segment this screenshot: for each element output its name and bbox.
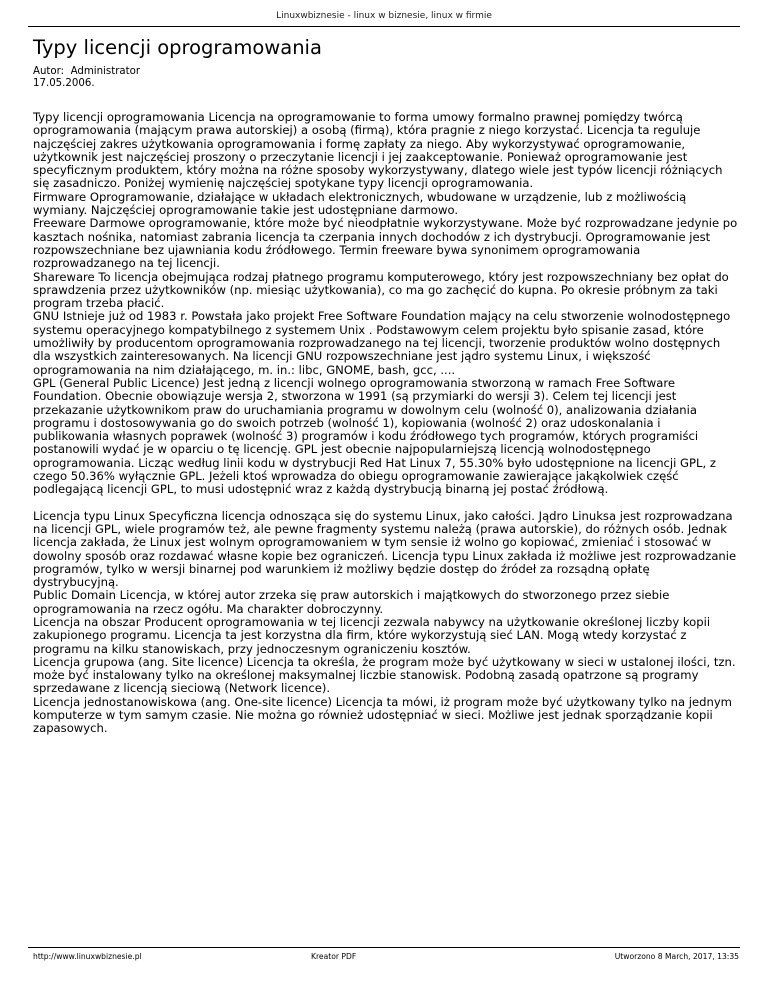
author-line [33,66,140,78]
footer-url: http://www.linuxwbiznesie.pl [33,952,142,961]
one-site-licence-paragraph: Licencja jednostanowiskowa (ang. One-site licence) Licencja ta mówi, iż program może być użytkowany tylko na jednym komputerze w tym samym czasie. Nie można go również udostępniać w sieci. Możliwe jest jednak sporządzanie kopii zapasowych. [33,694,732,736]
gpl-paragraph: GPL (General Public Licence) Jest jedną z licencji wolnego oprogramowania stworzoną w ramach Free Software Foundation. Obecnie obowiązuje wersja 2, stworzona w 1991 (są przymiarki do wersji 3). Celem tej licencji jest przekazanie użytkownikom praw do uruchamiania programu w dowolnym celu (wolność 0), analizowania działania programu i dostosowywania go do swoich potrzeb (wolność 1), kopiowania (wolność 2) oraz udoskonalania i publikowania własnych poprawek (wolność 3) programów i kodu źródłowego tych programów, których programiści postanowili wydać je w oparciu o tę licencję. GPL jest obecnie najpopularniejszą licencją wolnodostępnego oprogramowania. Licząc według linii kodu w dystrybucji Red Hat Linux 7, 55.30% było udostępnione na licencji GPL, z czego 50.36% wyłącznie GPL. Jeżeli ktoś wprowadza do obiegu oprogramowanie zawierające jakąkolwiek część podlegającą licencji GPL, to musi udostępnić wraz z każdą dystrybucją binarną jej postać źródłową. [33,375,716,497]
article-date: 17.05.2006. [33,78,95,89]
paragraph-gap [33,497,739,510]
intro-paragraph: Typy licencji oprogramowania Licencja na oprogramowanie to forma umowy formalno prawnej pomiędzy twórcą oprogramowania (mającym prawa autorskiej) a osobą (firmą), która pragnie z niego korzystać. Licencja ta reguluje najczęściej zakres użytkowania oprogramowania i formę zapłaty za niego. Aby wykorzystywać oprogramowanie, użytkownik jest najczęściej proszony o przeczytanie licencji i jej zaakceptowanie. Ponieważ oprogramowanie jest specyficznym produktem, który można na różne sposoby wykorzystywany, dlatego wiele jest typów licencji różniących się zasadniczo. Poniżej wymienię najczęściej spotykane typy licencji oprogramowania. [33,110,723,191]
site-licence-paragraph: Licencja grupowa (ang. Site licence) Licencja ta określa, że program może być użytkowany w sieci w ustalonej ilości, tzn. może być instalowany tylko na określonej maksymalnej liczbie stanowisk. Podobną zasadą opatrzone są programy sprzedawane z licencją sieciową (Network licence). [33,654,736,696]
gnu-paragraph: GNU Istnieje już od 1983 r. Powstała jako projekt Free Software Foundation mający na celu stworzenie wolnodostępnego systemu operacyjnego kompatybilnego z systemem Unix . Podstawowym celem projektu było spisanie zasad, które umożliwiły by producentom oprogramowania rozprowadzanego na tej licencji, tworzenie produktów wolno dostępnych dla wszystkich zainteresowanych. Na licencji GNU rozpowszechniane jest jądro systemu Linux, i większość oprogramowania na nim działającego, m. in.: libc, GNOME, bash, gcc, .... [33,309,731,377]
footer-created-date: Utworzono 8 March, 2017, 13:35 [614,952,739,961]
freeware-paragraph: Freeware Darmowe oprogramowanie, które może być nieodpłatnie wykorzystywane. Może być rozprowadzane jedynie po kasztach nośnika, natomiast zabrania licencja ta czerpania innych dochodów z ich dystrybucji. Oprogramowanie jest rozpowszechniane bez ujawniania kodu źródłowego. Termin freeware bywa synonimem oprogramowania rozprowadzanego na tej licencji. [33,216,738,271]
site-header: Linuxwbiznesie - linux w biznesie, linux w firmie [276,11,492,21]
author-name: Administrator [70,66,141,77]
public-domain-paragraph: Public Domain Licencja, w której autor zrzeka się praw autorskich i majątkowych do stworzonego przez siebie oprogramowania na rzecz ogółu. Ma charakter dobroczynny. [33,588,670,616]
author-label: Autor: [33,66,65,77]
shareware-paragraph: Shareware To licencja obejmująca rodzaj płatnego programu komputerowego, który jest rozpowszechniany bez opłat do sprawdzenia przez użytkowników (np. miesiąc użytkowania), co ma go zachęcić do kupna. Po okresie próbnym za taki program trzeba płacić. [33,269,729,311]
linux-licence-paragraph: Licencja typu Linux Specyficzna licencja odnosząca się do systemu Linux, jako całości. Jądro Linuksa jest rozprowadzana na licencji GPL, wiele programów też, ale pewne fragmenty systemu należą (prawa autorskie), do różnych osób. Jednak licencja zakłada, że Linux jest wolnym oprogramowaniem w tym sensie iż wolno go kopiować, zmieniać i stosować w dowolny sposób oraz rozdawać własne kopie bez ograniczeń. Licencja typu Linux zakłada iż możliwe jest rozprowadzanie programów, tylko w wersji binarnej pod warunkiem iż możliwy będzie dostęp do źródeł za rozsądną opłatę dystrybucyjną. [33,508,737,590]
header-divider [28,26,740,27]
article-title: Typy licencji oprogramowania [33,36,322,59]
footer-divider [28,947,740,948]
footer-creator: Kreator PDF [311,952,357,961]
firmware-paragraph: Firmware Oprogramowanie, działające w układach elektronicznych, wbudowane w urządzenie, lub z możliwością wymiany. Najczęściej oprogramowanie takie jest udostępniane darmowo. [33,189,687,218]
article-meta [33,66,140,90]
article-body [33,111,739,736]
area-licence-paragraph: Licencja na obszar Producent oprogramowania w tej licencji zezwala nabywcy na użytkowanie określonej liczby kopii zakupionego programu. Licencja ta jest korzystna dla firm, które wykorzystują sieć LAN. Mogą wtedy korzystać z programu na kilku stanowiskach, przy jednoczesnym ograniczeniu kosztów. [33,614,711,656]
